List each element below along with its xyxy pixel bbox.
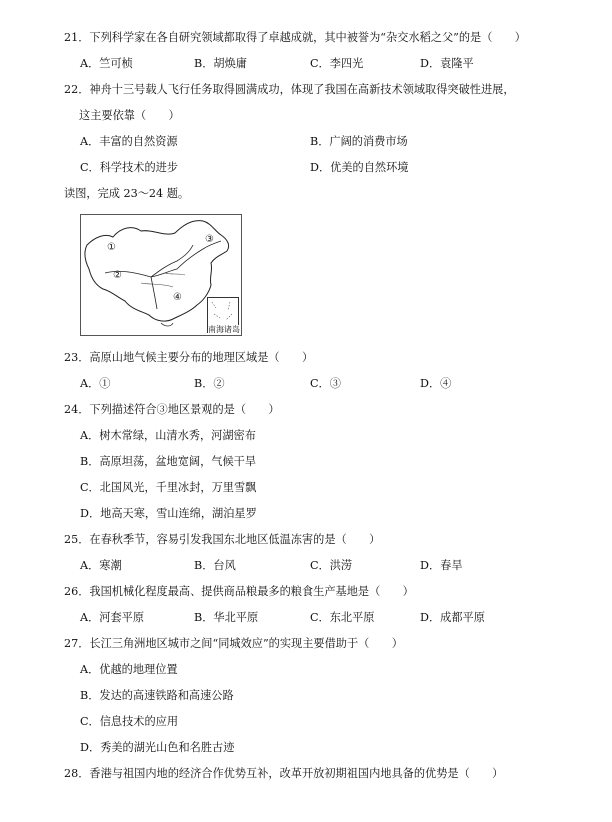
- china-region-map: [80, 214, 242, 336]
- q22-option-d: D．优美的自然环境: [310, 161, 409, 174]
- map-label-1: ①: [107, 242, 116, 253]
- question-22-stem-line1: 22．神舟十三号载人飞行任务取得圆满成功，体现了我国在高新技术领域取得突破性进展，: [64, 83, 515, 96]
- q23-option-c: C．③: [310, 377, 341, 390]
- q21-option-a: A．竺可桢: [80, 57, 133, 70]
- question-25-stem: 25．在春秋季节，容易引发我国东北地区低温冻害的是（ ）: [64, 533, 381, 546]
- q22-option-a: A．丰富的自然资源: [80, 135, 178, 148]
- q25-option-d: D．春旱: [420, 559, 463, 572]
- q27-option-d: D．秀美的湖光山色和名胜古迹: [80, 741, 235, 754]
- q24-option-b: B．高原坦荡，盆地宽阔，气候干旱: [80, 455, 257, 468]
- q27-option-b: B．发达的高速铁路和高速公路: [80, 689, 234, 702]
- q23-option-b: B．②: [194, 377, 225, 390]
- q22-option-c: C．科学技术的进步: [80, 161, 179, 174]
- question-27-stem: 27．长江三角洲地区城市之间“同城效应”的实现主要借助于（ ）: [64, 637, 403, 650]
- q26-option-d: D．成都平原: [420, 611, 485, 624]
- q24-option-c: C．北国风光，千里冰封，万里雪飘: [80, 481, 257, 494]
- q26-option-a: A．河套平原: [80, 611, 145, 624]
- q27-option-a: A．优越的地理位置: [80, 663, 178, 676]
- q26-option-b: B．华北平原: [194, 611, 259, 624]
- question-26-stem: 26．我国机械化程度最高、提供商品粮最多的粮食生产基地是（ ）: [64, 585, 414, 598]
- map-label-4: ④: [173, 292, 182, 303]
- q24-option-d: D．地高天寒，雪山连绵，湖泊星罗: [80, 507, 257, 520]
- q25-option-b: B．台风: [194, 559, 236, 572]
- q25-option-a: A．寒潮: [80, 559, 122, 572]
- question-24-stem: 24．下列描述符合③地区景观的是（ ）: [64, 403, 280, 416]
- q24-option-a: A．树木常绿，山清水秀，河湖密布: [80, 429, 256, 442]
- question-23-stem: 23．高原山地气候主要分布的地理区域是（ ）: [64, 351, 314, 364]
- q21-option-d: D．袁隆平: [420, 57, 474, 70]
- question-22-stem-line2: 这主要依靠（ ）: [79, 109, 180, 122]
- q23-option-d: D．④: [420, 377, 452, 390]
- map-label-3: ③: [205, 234, 214, 245]
- question-28-stem: 28．香港与祖国内地的经济合作优势互补，改革开放初期祖国内地具备的优势是（ ）: [64, 767, 504, 780]
- question-21-stem: 21．下列科学家在各自研究领域都取得了卓越成就，其中被誉为“杂交水稻之父”的是（ ）: [64, 31, 526, 44]
- map-label-2: ②: [113, 270, 122, 281]
- inset-label: 南海诸岛: [208, 325, 240, 334]
- read-map-intro: 读图，完成 23～24 题。: [64, 187, 190, 200]
- q23-option-a: A．①: [80, 377, 111, 390]
- q21-option-c: C．李四光: [310, 57, 364, 70]
- q22-option-b: B．广阔的消费市场: [310, 135, 408, 148]
- q27-option-c: C．信息技术的应用: [80, 715, 179, 728]
- q25-option-c: C．洪涝: [310, 559, 353, 572]
- q21-option-b: B．胡焕庸: [194, 57, 247, 70]
- q26-option-c: C．东北平原: [310, 611, 375, 624]
